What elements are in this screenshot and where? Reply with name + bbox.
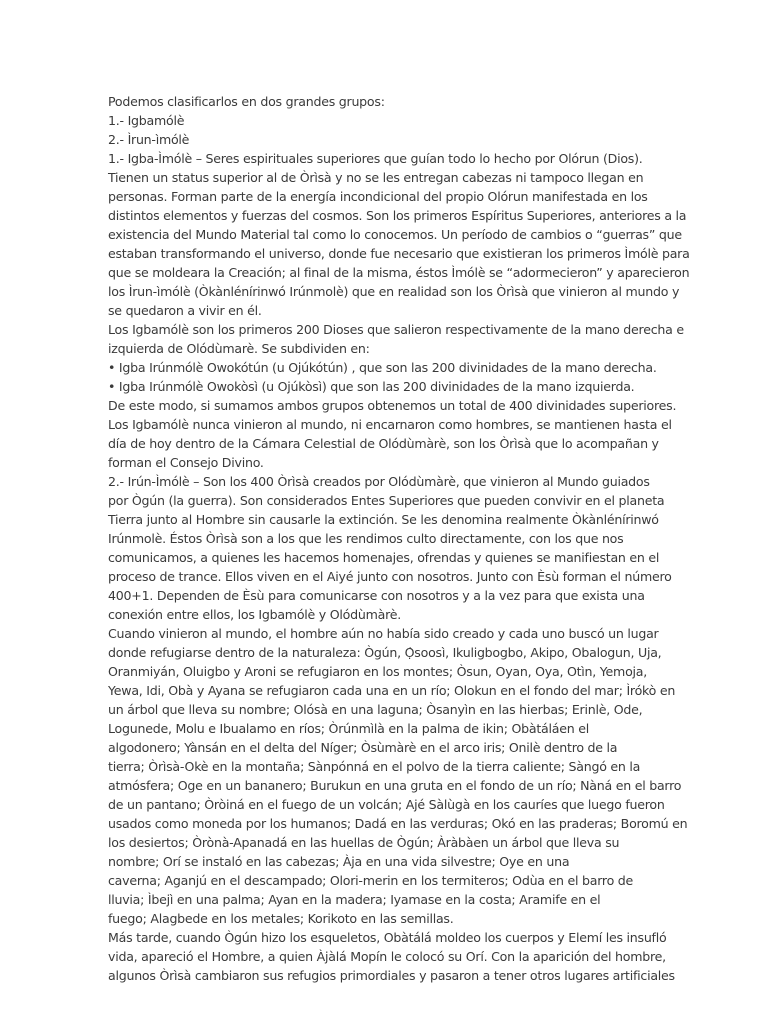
text-line: fuego; Alagbede en los metales; Korikoto en las semillas. [108, 911, 454, 926]
text-line: Logunede, Molu e Ibualamo en ríos; Òrúnmìlà en la palma de ikin; Obàtáláen el [108, 721, 589, 736]
text-line: Oranmiyán, Oluigbo y Aroni se refugiaron en los montes; Òsun, Oyan, Oya, Otìn, Yemoja, [108, 664, 647, 679]
text-line: nombre; Orí se instaló en las cabezas; Àja en una vida silvestre; Oye en una [108, 854, 570, 869]
text-line: conexión entre ellos, los Igbamólè y Olódùmàrè. [108, 607, 401, 622]
text-line: 400+1. Dependen de Èsù para comunicarse con nosotros y a la vez para que exista una [108, 588, 645, 603]
text-line: donde refugiarse dentro de la naturaleza: Ògún, Ọ̀soosì, Ikuligbogbo, Akipo, Obalogun, Uja, [108, 645, 662, 660]
text-line: Yewa, Idi, Obà y Ayana se refugiaron cada una en un río; Olokun en el fondo del mar; Ìrókò en [108, 683, 676, 698]
text-line: De este modo, si sumamos ambos grupos obtenemos un total de 400 divinidades superiores. [108, 398, 677, 413]
text-line: caverna; Aganjú en el descampado; Olori-merin en los termiteros; Odùa en el barro de [108, 873, 634, 888]
text-line: forman el Consejo Divino. [108, 455, 264, 470]
text-line: atmósfera; Oge en un bananero; Burukun en una gruta en el fondo de un río; Nàná en el barro [108, 778, 682, 793]
document-body [108, 92, 690, 985]
text-line: algunos Òrìsà cambiaron sus refugios primordiales y pasaron a tener otros lugares artificiales [108, 968, 675, 983]
text-line: comunicamos, a quienes les hacemos homenajes, ofrendas y quienes se manifiestan en el [108, 550, 660, 565]
text-line: Cuando vinieron al mundo, el hombre aún no había sido creado y cada uno buscó un lugar [108, 626, 659, 641]
text-line: Podemos clasificarlos en dos grandes grupos: [108, 94, 385, 109]
text-line: 2.- Ìrun-ìmólè [108, 132, 190, 147]
text-line: Tienen un status superior al de Òrìsà y no se les entregan cabezas ni tampoco llegan en [108, 170, 644, 185]
text-line: distintos elementos y fuerzas del cosmos. Son los primeros Espíritus Superiores, anteriores a la [108, 208, 687, 223]
text-line: lluvia; Ìbejì en una palma; Ayan en la madera; Iyamase en la costa; Aramife en el [108, 892, 601, 907]
text-line: izquierda de Olódùmarè. Se subdividen en: [108, 341, 370, 356]
text-line: Los Igbamólè son los primeros 200 Dioses que salieron respectivamente de la mano derecha e [108, 322, 684, 337]
text-line: Tierra junto al Hombre sin causarle la extinción. Se les denomina realmente Òkànlénírinwó [108, 512, 659, 527]
text-line: existencia del Mundo Material tal como lo conocemos. Un período de cambios o “guerras” que [108, 227, 682, 242]
text-line: algodonero; Yànsán en el delta del Níger; Òsùmàrè en el arco iris; Onilè dentro de la [108, 740, 618, 755]
text-line: personas. Forman parte de la energía incondicional del propio Olórun manifestada en los [108, 189, 648, 204]
text-line: • Igba Irúnmólè Owokótún (u Ojúkótún) , que son las 200 divinidades de la mano derecha. [108, 360, 657, 375]
text-line: Los Igbamólè nunca vinieron al mundo, ni encarnaron como hombres, se mantienen hasta el [108, 417, 672, 432]
text-line: vida, apareció el Hombre, a quien Àjàlá Mopín le colocó su Orí. Con la aparición del hombre, [108, 949, 666, 964]
text-line: proceso de trance. Ellos viven en el Aiyé junto con nosotros. Junto con Èsù forman el número [108, 569, 672, 584]
text-line: Irúnmolè. Éstos Òrìsà son a los que les rendimos culto directamente, con los que nos [108, 531, 624, 546]
text-line: 2.- Irún-Ìmólè – Son los 400 Òrìsà creados por Olódùmàrè, que vinieron al Mundo guiados [108, 474, 650, 489]
text-line: usados como moneda por los humanos; Dadá en las verduras; Okó en las praderas; Boromú en [108, 816, 688, 831]
text-line: 1.- Igbamólè [108, 113, 185, 128]
text-line: estaban transformando el universo, donde fue necesario que existieran los primeros Ìmólè para [108, 246, 690, 261]
text-line: los Ìrun-ìmólè (Òkànlénírinwó Irúnmolè) que en realidad son los Òrìsà que vinieron al mundo y [108, 284, 680, 299]
text-line: Más tarde, cuando Ògún hizo los esqueletos, Obàtálá moldeo los cuerpos y Elemí les insufló [108, 930, 667, 945]
text-line: tierra; Òrìsà-Okè en la montaña; Sànpónná en el polvo de la tierra caliente; Sàngó en la [108, 759, 641, 774]
text-line: de un pantano; Òròiná en el fuego de un volcán; Ajé Sàlùgà en los cauríes que luego fueron [108, 797, 665, 812]
text-line: • Igba Irúnmólè Owokòsì (u Ojúkòsì) que son las 200 divinidades de la mano izquierda. [108, 379, 635, 394]
text-line: un árbol que lleva su nombre; Olósà en una laguna; Òsanyìn en las hierbas; Erinlè, Ode, [108, 702, 643, 717]
text-line: los desiertos; Òrònà-Apanadá en las huellas de Ògún; Àràbàen un árbol que lleva su [108, 835, 620, 850]
text-line: 1.- Igba-Ìmólè – Seres espirituales superiores que guían todo lo hecho por Olórun (Dios). [108, 151, 643, 166]
text-line: que se moldeara la Creación; al final de la misma, éstos Ìmólè se “adormecieron” y aparecieron [108, 265, 690, 280]
text-line: se quedaron a vivir en él. [108, 303, 262, 318]
text-line: por Ògún (la guerra). Son considerados Entes Superiores que pueden convivir en el planeta [108, 493, 665, 508]
text-line: día de hoy dentro de la Cámara Celestial de Olódùmàrè, son los Òrìsà que lo acompañan y [108, 436, 659, 451]
